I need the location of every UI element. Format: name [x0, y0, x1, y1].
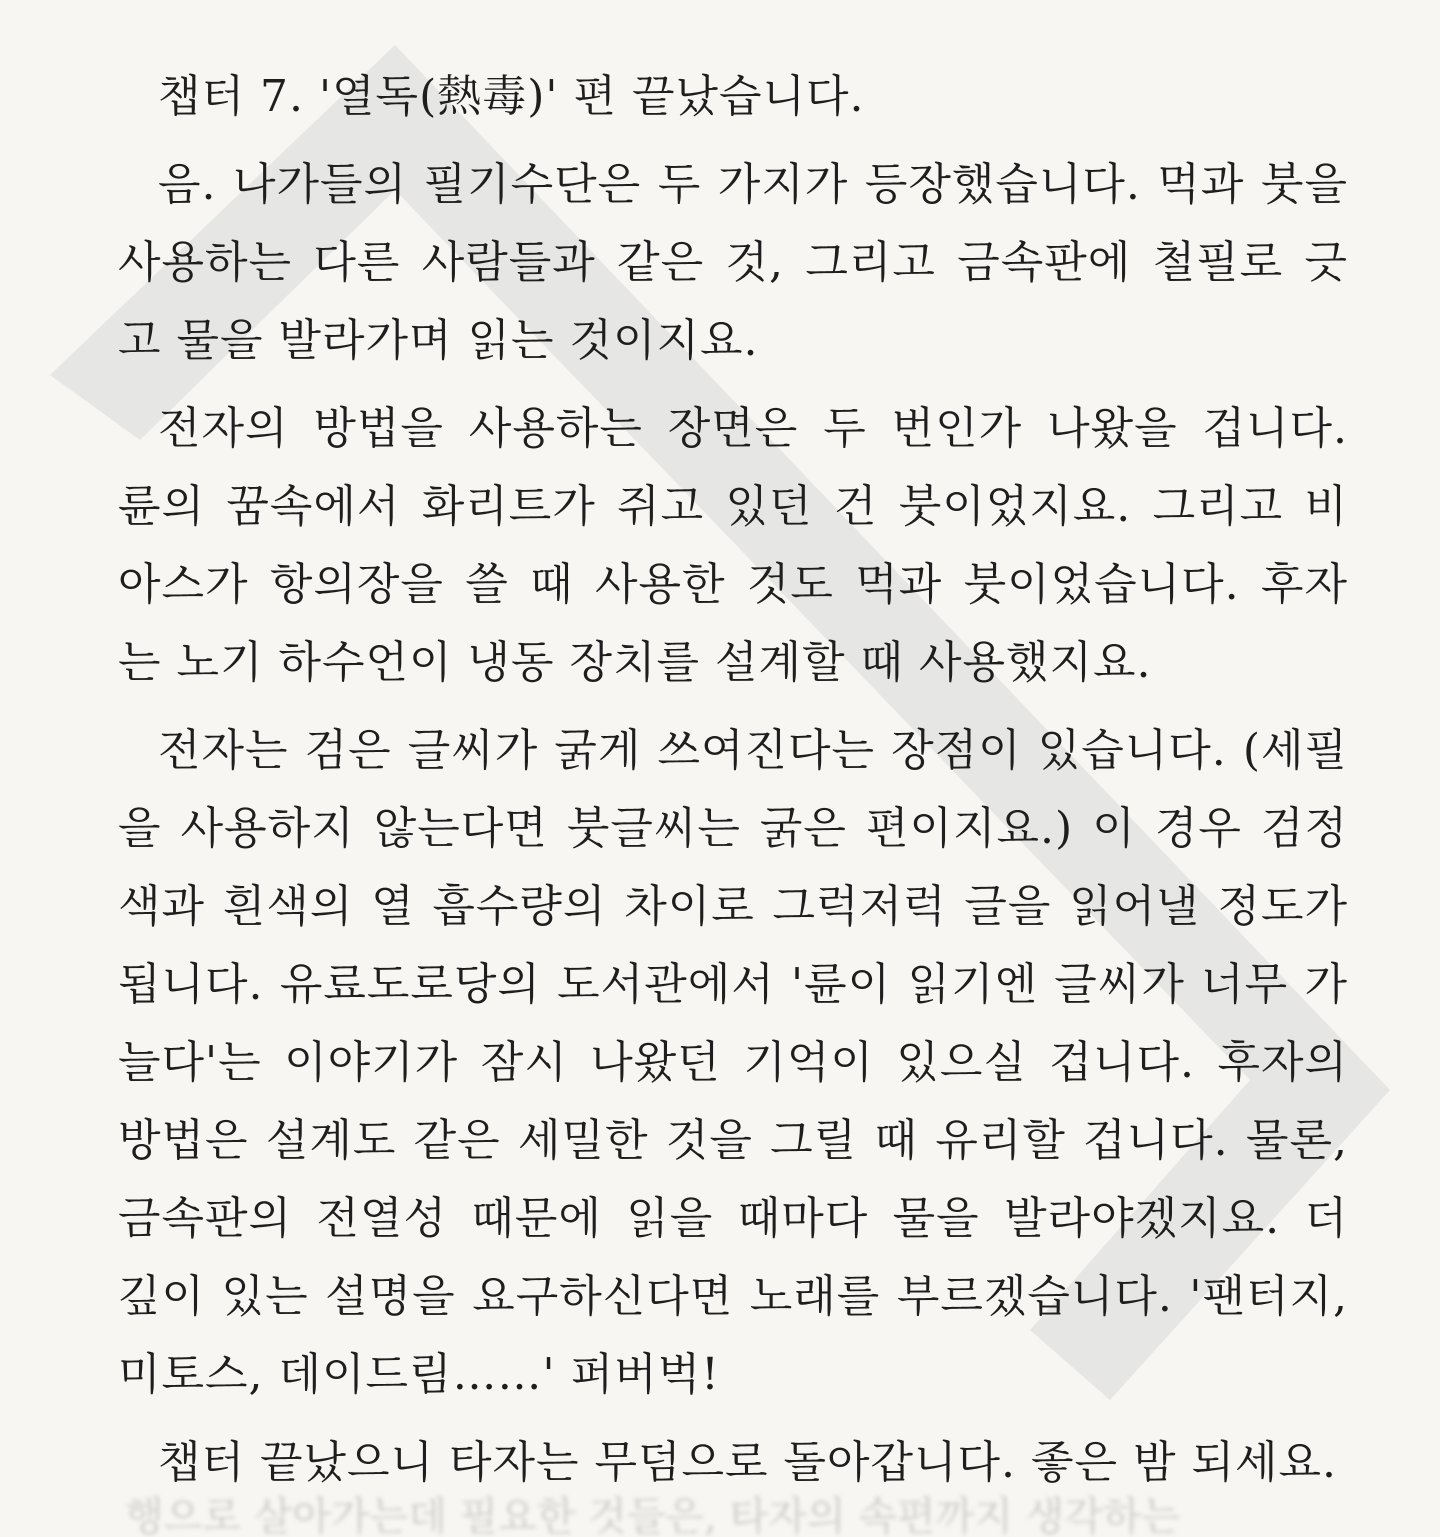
text-line: 챕터 7. '열독(熱毒)' 편 끝났습니다.	[158, 71, 865, 122]
text-line: 륜의 꿈속에서 화리트가 쥐고 있던 건 붓이었지요. 그리고 비	[118, 481, 1348, 532]
text-line: 전자는 검은 글씨가 굵게 쓰여진다는 장점이 있습니다. (세필	[158, 725, 1348, 776]
text-line: 미토스, 데이드림……' 퍼버벅!	[118, 1349, 720, 1400]
text-line: 됩니다. 유료도로당의 도서관에서 '륜이 읽기엔 글씨가 너무 가	[118, 959, 1348, 1010]
text-line: 는 노기 하수언이 냉동 장치를 설계할 때 사용했지요.	[118, 637, 1152, 688]
text-line: 사용하는 다른 사람들과 같은 것, 그리고 금속판에 철필로 긋	[118, 237, 1348, 288]
text-line: 금속판의 전열성 때문에 읽을 때마다 물을 발라야겠지요. 더	[118, 1193, 1348, 1244]
text-line: 전자의 방법을 사용하는 장면은 두 번인가 나왔을 겁니다.	[158, 403, 1348, 454]
text-line: 음. 나가들의 필기수단은 두 가지가 등장했습니다. 먹과 붓을	[158, 159, 1348, 210]
paragraph	[118, 58, 1348, 136]
bleed-through-text: 행으로 살아가는데 필요한 것들은, 타자의 속편까지 생각하는	[125, 1494, 1181, 1537]
paragraph	[118, 1424, 1348, 1502]
text-line: 아스가 항의장을 쓸 때 사용한 것도 먹과 붓이었습니다. 후자	[118, 559, 1348, 610]
text-line: 색과 흰색의 열 흡수량의 차이로 그럭저럭 글을 읽어낼 정도가	[118, 881, 1348, 932]
text-line: 챕터 끝났으니 타자는 무덤으로 돌아갑니다. 좋은 밤 되세요.	[158, 1437, 1337, 1488]
document-body	[118, 58, 1348, 1502]
text-line: 고 물을 발라가며 읽는 것이지요.	[118, 315, 759, 366]
text-line: 방법은 설계도 같은 세밀한 것을 그릴 때 유리할 겁니다. 물론,	[118, 1115, 1348, 1166]
paragraph	[118, 390, 1348, 702]
paragraph-gap	[118, 702, 1348, 712]
paragraph-gap	[118, 380, 1348, 390]
text-line: 을 사용하지 않는다면 붓글씨는 굵은 편이지요.) 이 경우 검정	[118, 803, 1348, 854]
paragraph-gap	[118, 136, 1348, 146]
paragraph-gap	[118, 1414, 1348, 1424]
paragraph	[118, 712, 1348, 1414]
paragraph	[118, 146, 1348, 380]
text-line: 늘다'는 이야기가 잠시 나왔던 기억이 있으실 겁니다. 후자의	[118, 1037, 1348, 1088]
text-line: 깊이 있는 설명을 요구하신다면 노래를 부르겠습니다. '팬터지,	[118, 1271, 1348, 1322]
